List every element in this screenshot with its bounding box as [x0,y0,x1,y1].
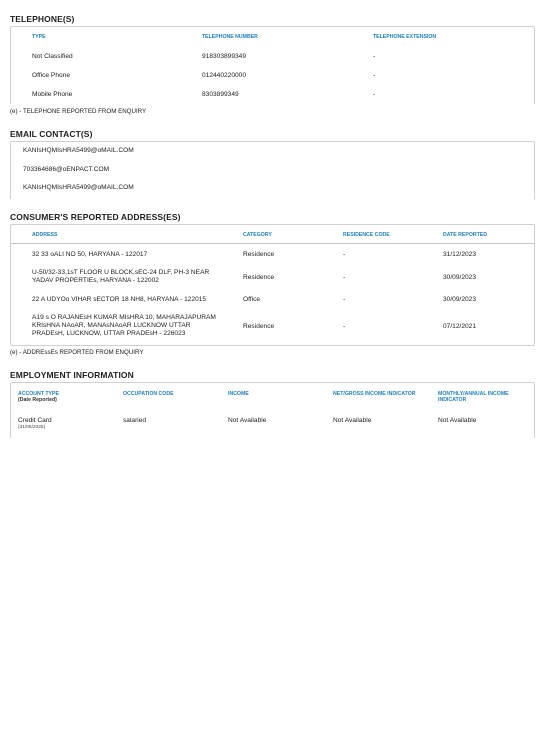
employment-table [10,382,535,438]
address-header-date-reported: DATE REPORTED [443,232,487,238]
employment-header-net-gross: NET/GROSS INCOME INDICATOR [333,391,416,397]
address-enquiry-note: (e) - ADDREssEs REPORTED FROM ENQUIRY [10,349,144,356]
employment-header-account-type [18,391,108,403]
address-residence-code: - [343,251,346,258]
address-residence-code: - [343,323,346,330]
telephone-number: 918303899349 [202,53,247,60]
telephone-type: Office Phone [32,72,71,79]
telephone-extension: - [373,72,376,79]
address-line: 22 A UDYOo VIHAR sECTOR 18 NH8, HARYANA - 122015 [32,296,207,303]
employment-date-reported: (31/05/2025) [18,425,46,430]
address-line: A19 s O RAJANEsH KUMAR MIsHRA 10, MAHARAJAPURAM [32,314,216,321]
address-date-reported: 31/12/2023 [443,251,477,258]
employment-header-income: INCOME [228,391,249,397]
telephone-section-title: TELEPHONE(S) [10,14,75,24]
employment-account-type-value: Credit Card [18,417,52,424]
employment-occupation: salaried [123,417,147,424]
telephone-header-number: TELEPHONE NUMBER [202,34,258,40]
address-category: Residence [243,274,275,281]
address-line: KRIsHNA NAoAR, MANAsNAoAR LUCKNOW UTTAR [32,322,191,329]
address-residence-code: - [343,274,346,281]
address-line: U-50/32-33,1sT FLOOR U BLOCK,sEC-24 DLF, PH-3 NEAR [32,269,210,276]
address-category: Office [243,296,261,303]
address-header-residence-code: RESIDENCE CODE [343,232,390,238]
employment-header-monthly-annual: MONTHLY/ANNUAL INCOME INDICATOR [438,391,509,403]
email-list [10,141,535,199]
telephone-number: 012440220000 [202,72,247,79]
email-section-title: EMAIL CONTACT(S) [10,129,93,139]
address-section-title: CONSUMER'S REPORTED ADDRESS(ES) [10,212,181,222]
employment-header-account-type-label: ACCOUNT TYPE [18,391,59,397]
telephone-header-type: TYPE [32,34,46,40]
telephone-type: Not Classified [32,53,73,60]
address-date-reported: 30/09/2023 [443,296,477,303]
telephone-table [10,26,535,104]
address-category: Residence [243,323,275,330]
address-residence-code: - [343,296,346,303]
email-item: KANIsHQMIsHRA5499@oMAIL.COM [23,184,134,191]
address-date-reported: 30/09/2023 [443,274,477,281]
address-line: YADAV PROPERTIEs, HARYANA - 122002 [32,277,159,284]
address-header-category: CATEGORY [243,232,272,238]
address-table [10,224,535,346]
employment-header-date-reported: (Date Reported) [18,397,57,403]
telephone-type: Mobile Phone [32,91,73,98]
telephone-extension: - [373,91,376,98]
address-category: Residence [243,251,275,258]
employment-section-title: EMPLOYMENT INFORMATION [10,370,134,380]
employment-header-occupation-code: OCCUPATION CODE [123,391,174,397]
address-line: PRADEsH, LUCKNOW, UTTAR PRADEsH - 226023 [32,330,186,337]
address-header-address: ADDRESS [32,232,58,238]
employment-net-gross: Not Available [333,417,372,424]
telephone-header-extension: TELEPHONE EXTENSION [373,34,437,40]
telephone-number: 8303899349 [202,91,239,98]
email-item: 703364686@oENPACT.COM [23,166,110,173]
address-line: 32 33 oALI NO 50, HARYANA - 122017 [32,251,148,258]
employment-monthly-annual: Not Available [438,417,477,424]
address-date-reported: 07/12/2021 [443,323,477,330]
email-item: KANIsHQMIsHRA5499@oMAIL.COM [23,147,134,154]
employment-income: Not Available [228,417,267,424]
employment-account-type [18,417,52,431]
address-header-divider [11,243,534,244]
telephone-extension: - [373,53,376,60]
telephone-enquiry-note: (e) - TELEPHONE REPORTED FROM ENQUIRY [10,108,147,115]
